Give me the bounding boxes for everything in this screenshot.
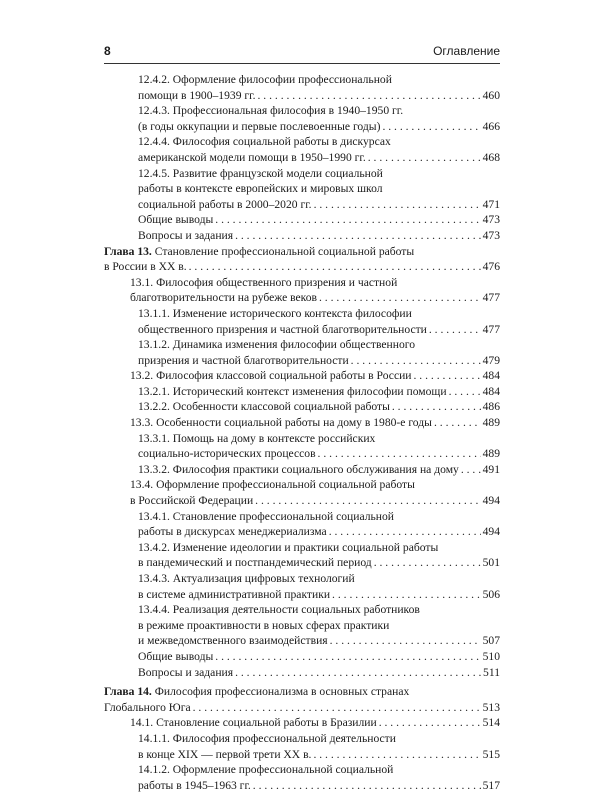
toc-entry[interactable] — [104, 119, 500, 135]
toc-entry[interactable] — [104, 306, 500, 322]
dot-leader — [255, 493, 480, 509]
toc-entry[interactable] — [104, 524, 500, 540]
toc-entry-text: 13.2.1. Исторический контекст изменения философии помощи — [138, 384, 447, 398]
toc-entry-text: благотворительности на рубеже веков — [130, 291, 317, 305]
toc-entry[interactable] — [104, 103, 500, 119]
dot-leader — [461, 462, 481, 478]
toc-entry-text: 13.3. Особенности социальной работы на дому в 1980-е годы — [130, 416, 432, 430]
toc-entry-page: 468 — [482, 150, 500, 164]
toc-entry[interactable] — [104, 181, 500, 197]
toc-entry-text: 14.1. Становление социальной работы в Бразилии — [130, 716, 377, 730]
toc-entry-text: работы в дискурсах менеджериализма — [138, 525, 327, 539]
page-header — [104, 44, 500, 64]
toc-entry-page: 489 — [482, 416, 500, 430]
dot-leader — [318, 446, 481, 462]
toc-entry[interactable] — [104, 462, 500, 478]
toc-entry[interactable] — [104, 602, 500, 618]
toc-entry[interactable] — [104, 150, 500, 166]
toc-entry-text: 13.1.1. Изменение исторического контекста философии — [138, 306, 412, 320]
toc-chapter-entry[interactable] — [104, 259, 500, 275]
toc-entry-text: и межведомственного взаимодействия — [138, 634, 328, 648]
toc-entry-text: Становление профессиональной социальной работы — [154, 244, 415, 258]
dot-leader — [314, 197, 481, 213]
toc-entry[interactable] — [104, 731, 500, 747]
toc-entry-text: 13.4.4. Реализация деятельности социальных работников — [138, 603, 420, 617]
toc-entry[interactable] — [104, 275, 500, 291]
dot-leader — [235, 665, 481, 681]
toc-entry-text: Глобального Юга — [104, 700, 191, 714]
toc-entry-page: 484 — [482, 384, 500, 398]
toc-entry-text: Вопросы и задания — [138, 228, 234, 242]
toc-entry-page: 477 — [482, 322, 500, 336]
toc-entry-text: 14.1.2. Оформление профессиональной социальной — [138, 763, 394, 777]
toc-entry-text: в пандемический и постпандемический период — [138, 556, 372, 570]
dot-leader — [313, 747, 480, 763]
toc-entry-text: Философия профессионализма в основных странах — [154, 685, 410, 699]
toc-entry[interactable] — [104, 762, 500, 778]
toc-entry-page: 479 — [482, 353, 500, 367]
toc-entry-text: Общие выводы — [138, 213, 214, 227]
page-number: 8 — [104, 44, 111, 58]
toc-entry-text: социально-исторических процессов — [138, 447, 316, 461]
toc-entry-text: 14.1.1. Философия профессиональной деятельности — [138, 731, 396, 745]
toc-entry[interactable] — [104, 493, 500, 509]
toc-entry-text: 13.4.1. Становление профессиональной социальной — [138, 509, 394, 523]
dot-leader — [392, 399, 481, 415]
dot-leader — [215, 212, 480, 228]
dot-leader — [434, 415, 481, 431]
toc-entry-text: Вопросы и задания — [138, 665, 234, 679]
dot-leader — [374, 555, 481, 571]
toc-entry-text: помощи в 1900–1939 гг. — [138, 88, 256, 102]
toc-entry[interactable] — [104, 477, 500, 493]
toc-entry-text: 13.3.2. Философия практики социального обслуживания на дому — [138, 462, 459, 476]
dot-leader — [332, 587, 481, 603]
toc-entry-text: социальной работы в 2000–2020 гг. — [138, 197, 312, 211]
toc-entry-page: 486 — [482, 400, 500, 414]
toc-entry-page: 477 — [482, 291, 500, 305]
dot-leader — [382, 119, 480, 135]
toc-entry[interactable] — [104, 618, 500, 634]
toc-entry[interactable] — [104, 649, 500, 665]
dot-leader — [351, 353, 481, 369]
toc-entry-text: 12.4.3. Профессиональная философия в 1940–1950 гг. — [138, 104, 404, 118]
toc-chapter-entry[interactable] — [104, 684, 500, 700]
toc-entry[interactable] — [104, 399, 500, 415]
dot-leader — [215, 649, 480, 665]
toc-entry[interactable] — [104, 431, 500, 447]
dot-leader — [330, 633, 481, 649]
toc-entry-page: 473 — [482, 213, 500, 227]
toc-entry[interactable] — [104, 555, 500, 571]
toc-entry[interactable] — [104, 587, 500, 603]
toc-entry[interactable] — [104, 228, 500, 244]
toc-entry[interactable] — [104, 665, 500, 681]
toc-entry-page: 507 — [482, 634, 500, 648]
toc-entry-text: 12.4.4. Философия социальной работы в дискурсах — [138, 135, 391, 149]
toc-chapter-entry[interactable] — [104, 244, 500, 260]
dot-leader — [329, 524, 481, 540]
toc-entry-text: в Российской Федерации — [130, 494, 254, 508]
toc-entry-page: 484 — [482, 369, 500, 383]
dot-leader — [258, 88, 481, 104]
toc-entry-text: 13.2. Философия классовой социальной работы в России — [130, 369, 412, 383]
toc-entry-page: 513 — [482, 700, 500, 714]
toc-entry-text: общественного призрения и частной благотворительности — [138, 322, 427, 336]
toc-entry[interactable] — [104, 134, 500, 150]
header-rule — [104, 63, 500, 64]
toc-entry-page: 494 — [482, 494, 500, 508]
dot-leader — [414, 368, 481, 384]
toc-entry-text: 12.4.2. Оформление философии профессиональной — [138, 73, 392, 86]
toc-entry[interactable] — [104, 197, 500, 213]
toc-entry-text: в конце XIX — первой трети XX в. — [138, 747, 312, 761]
toc-entry[interactable] — [104, 633, 500, 649]
toc-entry-text: 13.1.2. Динамика изменения философии общественного — [138, 338, 416, 352]
toc-entry-text: (в годы оккупации и первые послевоенные годы) — [138, 119, 381, 133]
dot-leader — [449, 384, 481, 400]
toc-entry[interactable] — [104, 88, 500, 104]
dot-leader — [319, 290, 481, 306]
chapter-label: Глава 13. — [104, 244, 152, 258]
running-title: Оглавление — [433, 44, 500, 58]
toc-entry-text: 13.1. Философия общественного призрения и частной — [130, 275, 398, 289]
toc-entry-page: 501 — [482, 556, 500, 570]
toc-entry-text: в системе административной практики — [138, 587, 331, 601]
toc-entry-text: 13.2.2. Особенности классовой социальной работы — [138, 400, 390, 414]
toc-entry-page: 476 — [482, 260, 500, 274]
toc-entry-text: 12.4.5. Развитие французской модели социальной — [138, 166, 383, 180]
dot-leader — [368, 150, 481, 166]
toc-entry-page: 517 — [482, 778, 500, 792]
toc-entry-text: призрения и частной благотворительности — [138, 353, 349, 367]
table-of-contents — [104, 72, 500, 793]
toc-entry-page: 511 — [483, 665, 500, 679]
toc-entry-page: 494 — [482, 525, 500, 539]
toc-entry-page: 491 — [482, 462, 500, 476]
toc-entry-text: 13.4.3. Актуализация цифровых технологий — [138, 572, 355, 585]
toc-entry-page: 506 — [482, 587, 500, 601]
toc-entry-text: работы в 1945–1963 гг. — [138, 778, 251, 792]
toc-entry-text: в режиме проактивности в новых сферах практики — [138, 618, 390, 632]
toc-entry[interactable] — [104, 571, 500, 587]
toc-entry[interactable] — [104, 747, 500, 763]
toc-entry[interactable] — [104, 166, 500, 182]
toc-entry[interactable] — [104, 540, 500, 556]
toc-entry-text: американской модели помощи в 1950–1990 гг. — [138, 150, 366, 164]
chapter-label: Глава 14. — [104, 685, 152, 699]
dot-leader — [429, 322, 481, 338]
toc-entry-text: 13.4. Оформление профессиональной социальной работы — [130, 478, 415, 492]
toc-entry[interactable] — [104, 290, 500, 306]
toc-entry-text: работы в контексте европейских и мировых школ — [138, 182, 383, 196]
dot-leader — [193, 700, 481, 716]
toc-entry-text: Общие выводы — [138, 649, 214, 663]
toc-entry-page: 466 — [482, 119, 500, 133]
toc-entry[interactable] — [104, 415, 500, 431]
dot-leader — [235, 228, 481, 244]
toc-entry-page: 514 — [482, 716, 500, 730]
toc-entry-page: 489 — [482, 447, 500, 461]
dot-leader — [253, 778, 481, 793]
toc-entry-page: 510 — [482, 649, 500, 663]
toc-entry[interactable] — [104, 446, 500, 462]
toc-entry[interactable] — [104, 715, 500, 731]
toc-entry[interactable] — [104, 353, 500, 369]
dot-leader — [189, 259, 481, 275]
toc-entry[interactable] — [104, 778, 500, 793]
toc-chapter-entry[interactable] — [104, 700, 500, 716]
toc-entry[interactable] — [104, 509, 500, 525]
toc-entry[interactable] — [104, 322, 500, 338]
toc-entry[interactable] — [104, 212, 500, 228]
toc-entry-page: 473 — [482, 228, 500, 242]
toc-entry[interactable] — [104, 384, 500, 400]
toc-entry[interactable] — [104, 72, 500, 88]
toc-entry[interactable] — [104, 337, 500, 353]
toc-entry-text: 13.4.2. Изменение идеологии и практики социальной работы — [138, 540, 439, 554]
toc-entry-text: 13.3.1. Помощь на дому в контексте российских — [138, 431, 376, 445]
toc-entry[interactable] — [104, 368, 500, 384]
dot-leader — [379, 715, 481, 731]
toc-entry-page: 460 — [482, 88, 500, 102]
toc-entry-text: в России в XX в. — [104, 260, 187, 274]
toc-entry-page: 471 — [482, 197, 500, 211]
toc-entry-page: 515 — [482, 747, 500, 761]
